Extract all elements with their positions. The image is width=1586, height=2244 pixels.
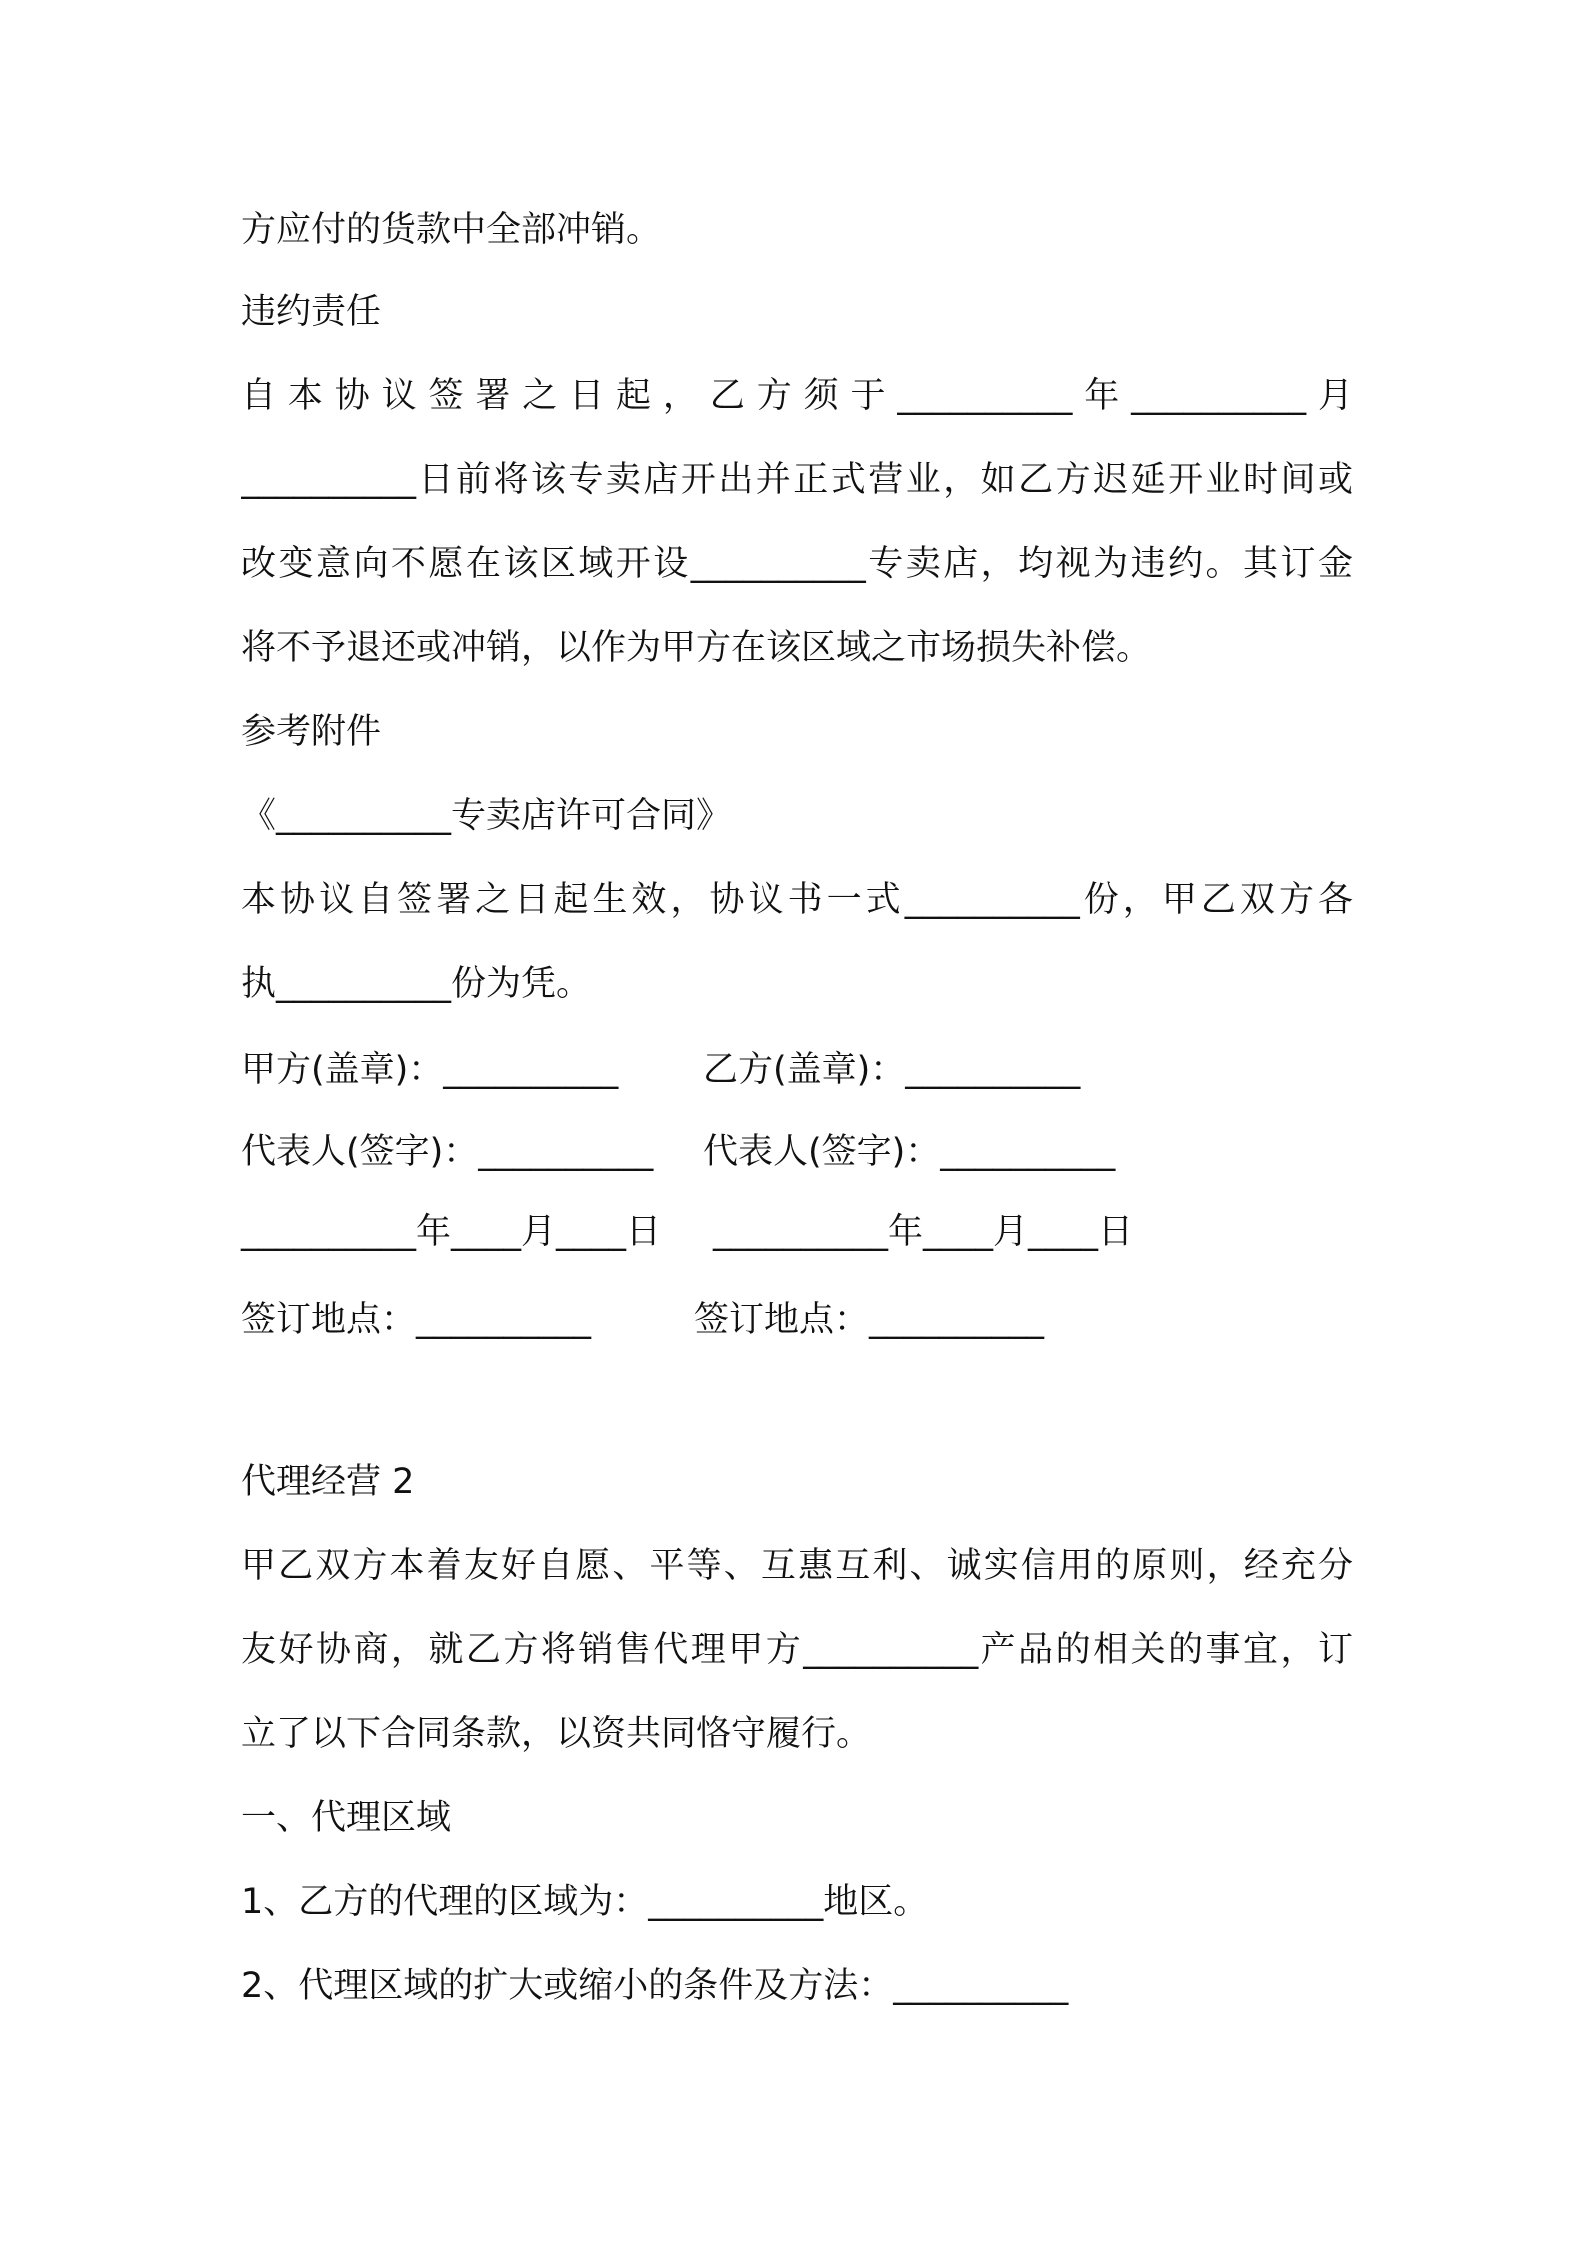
paragraph-line: 改变意向不愿在该区域开设__________专卖店，均视为违约。其订金: [241, 544, 1353, 584]
paragraph-line: 方应付的货款中全部冲销。: [241, 210, 662, 250]
attachment-title: 《__________专卖店许可合同》: [241, 796, 732, 836]
date-a: __________年____月____日: [241, 1212, 662, 1252]
section-heading-breach: 违约责任: [241, 292, 382, 332]
paragraph-line: 将不予退还或冲销，以作为甲方在该区域之市场损失补偿。: [241, 628, 1152, 668]
rep-a-sign: 代表人(签字)：__________: [241, 1132, 654, 1172]
place-a: 签订地点：__________: [241, 1300, 592, 1340]
section-title-agency: 代理经营 2: [241, 1462, 415, 1502]
paragraph-line: __________日前将该专卖店开出并正式营业，如乙方迟延开业时间或: [241, 460, 1353, 500]
section-heading-attachment: 参考附件: [241, 712, 382, 752]
clause-item: 2、代理区域的扩大或缩小的条件及方法：__________: [241, 1966, 1069, 2006]
paragraph-line: 自本协议签署之日起，乙方须于__________年__________月: [241, 376, 1353, 416]
paragraph-line: 执__________份为凭。: [241, 964, 592, 1004]
clause-item: 1、乙方的代理的区域为：__________地区。: [241, 1882, 929, 1922]
paragraph-line: 立了以下合同条款，以资共同恪守履行。: [241, 1714, 872, 1754]
date-b: __________年____月____日: [713, 1212, 1134, 1252]
place-b: 签订地点：__________: [694, 1300, 1045, 1340]
paragraph-line: 甲乙双方本着友好自愿、平等、互惠互利、诚实信用的原则，经充分: [241, 1546, 1353, 1586]
rep-b-sign: 代表人(签字)：__________: [703, 1132, 1116, 1172]
paragraph-line: 本协议自签署之日起生效，协议书一式__________份，甲乙双方各: [241, 880, 1353, 920]
party-a-seal: 甲方(盖章)：__________: [241, 1050, 619, 1090]
paragraph-line: 友好协商，就乙方将销售代理甲方__________产品的相关的事宜，订: [241, 1630, 1353, 1670]
party-b-seal: 乙方(盖章)：__________: [703, 1050, 1081, 1090]
clause-heading-region: 一、代理区域: [241, 1798, 452, 1838]
